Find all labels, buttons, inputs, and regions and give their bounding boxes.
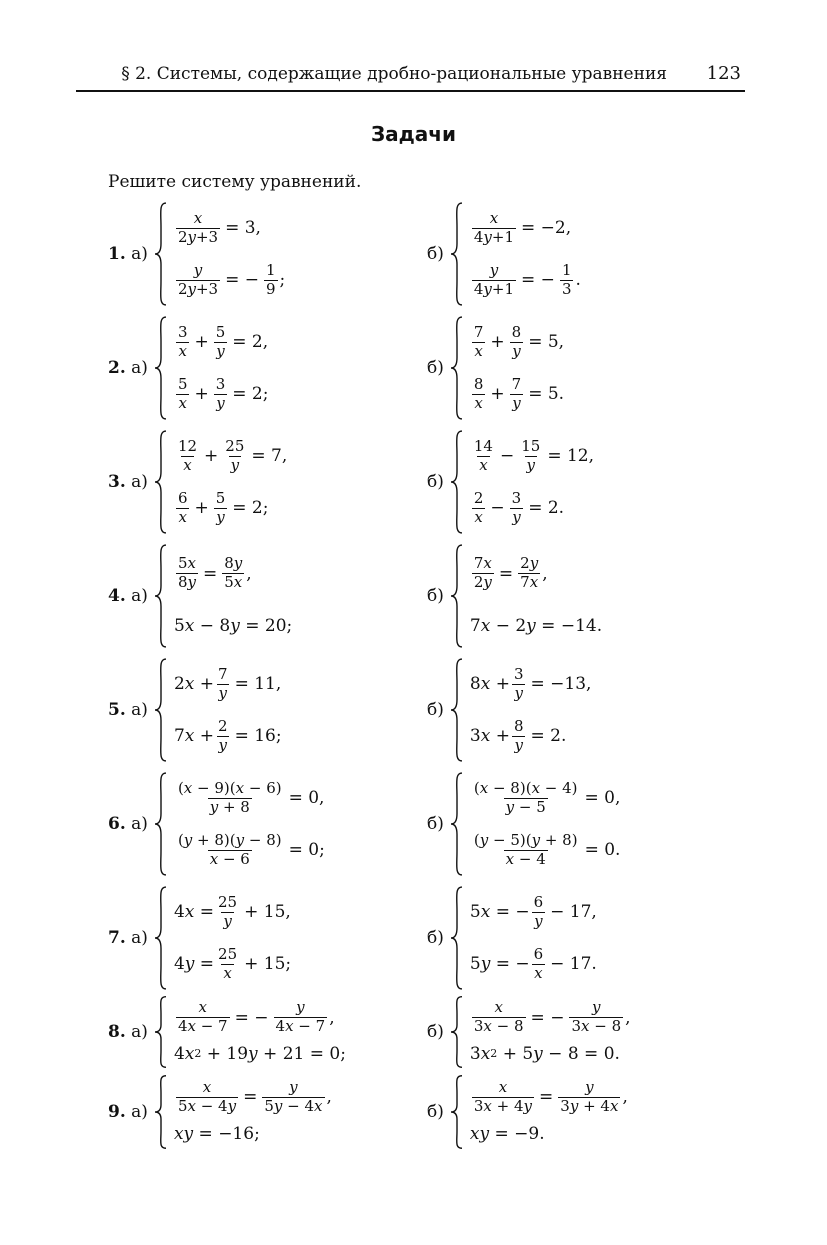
equation: $\frac{5x}{8y}$ = $\frac{8y}{5x}$ , bbox=[177, 554, 252, 592]
problem-number: 2. bbox=[108, 358, 126, 378]
equation: 4x 2 + 19y + 21 = 0; bbox=[173, 1043, 346, 1064]
brace-icon bbox=[154, 316, 168, 420]
equation: $\frac{(x - 9)(x - 6)}{y + 8}$ = 0, bbox=[177, 778, 325, 816]
equation: 7x − 2y = −14. bbox=[469, 615, 603, 636]
part-label: б) bbox=[427, 244, 444, 264]
problem-5a bbox=[108, 658, 285, 762]
problem-7b bbox=[427, 886, 600, 990]
brace-icon bbox=[154, 202, 168, 306]
problem-3a bbox=[108, 430, 290, 534]
part-label: б) bbox=[427, 700, 444, 720]
problem-8b bbox=[427, 996, 631, 1068]
section-title: Задачи bbox=[370, 122, 457, 146]
part-label: а) bbox=[131, 358, 148, 378]
problem-number: 4. bbox=[108, 586, 126, 606]
brace-icon bbox=[154, 886, 168, 990]
part-label: а) bbox=[131, 1102, 148, 1122]
problem-4a bbox=[108, 544, 292, 648]
problem-9b bbox=[427, 1075, 628, 1149]
part-label: а) bbox=[131, 586, 148, 606]
equation: $\frac{x}{4x - 7}$ = − $\frac{y}{4x - 7}$ , bbox=[177, 998, 335, 1036]
brace-icon bbox=[154, 1075, 168, 1149]
running-title: § 2. Системы, содержащие дробно-рациональные уравнения bbox=[121, 64, 667, 84]
page-number: 123 bbox=[706, 63, 741, 84]
part-label: б) bbox=[427, 814, 444, 834]
part-label: а) bbox=[131, 244, 148, 264]
equation: $\frac{8}{x}$ + $\frac{7}{y}$ = 5. bbox=[473, 374, 565, 412]
equation: $\frac{(y - 5)(y + 8)}{x - 4}$ = 0. bbox=[473, 830, 621, 868]
problem-number: 8. bbox=[108, 1022, 126, 1042]
equation: $\frac{12}{x}$ + $\frac{25}{y}$ = 7, bbox=[177, 436, 288, 474]
equation: 4x = $\frac{25}{y}$ + 15, bbox=[173, 892, 291, 930]
brace-icon bbox=[450, 544, 464, 648]
equation: $\frac{y}{4y+1}$ = − $\frac{1}{3}$ . bbox=[473, 260, 581, 298]
equation: $\frac{2}{x}$ − $\frac{3}{y}$ = 2. bbox=[473, 488, 565, 526]
part-label: а) bbox=[131, 700, 148, 720]
part-label: б) bbox=[427, 1102, 444, 1122]
equation: 8x + $\frac{3}{y}$ = −13, bbox=[469, 664, 592, 702]
problem-6b bbox=[427, 772, 623, 876]
part-label: б) bbox=[427, 472, 444, 492]
equation: $\frac{(y + 8)(y - 8)}{x - 6}$ = 0; bbox=[177, 830, 325, 868]
equation: 7x + $\frac{2}{y}$ = 16; bbox=[173, 716, 282, 754]
brace-icon bbox=[154, 658, 168, 762]
equation: $\frac{3}{x}$ + $\frac{5}{y}$ = 2, bbox=[177, 322, 269, 360]
part-label: б) bbox=[427, 586, 444, 606]
part-label: б) bbox=[427, 358, 444, 378]
problem-2a bbox=[108, 316, 271, 420]
problem-number: 5. bbox=[108, 700, 126, 720]
equation: $\frac{7x}{2y}$ = $\frac{2y}{7x}$ , bbox=[473, 554, 548, 592]
brace-icon bbox=[154, 544, 168, 648]
problem-number: 9. bbox=[108, 1102, 126, 1122]
equation: $\frac{x}{5x - 4y}$ = $\frac{y}{5y - 4x}$ , bbox=[177, 1077, 332, 1115]
part-label: а) bbox=[131, 814, 148, 834]
brace-icon bbox=[450, 886, 464, 990]
equation: 3x + $\frac{8}{y}$ = 2. bbox=[469, 716, 567, 754]
page-header bbox=[76, 62, 745, 92]
brace-icon bbox=[450, 202, 464, 306]
equation: 5x = − $\frac{6}{y}$ − 17, bbox=[469, 892, 597, 930]
problem-number: 3. bbox=[108, 472, 126, 492]
equation: $\frac{y}{2y+3}$ = − $\frac{1}{9}$ ; bbox=[177, 260, 286, 298]
equation: $\frac{x}{3x + 4y}$ = $\frac{y}{3y + 4x}$ , bbox=[473, 1077, 628, 1115]
problem-7a bbox=[108, 886, 294, 990]
problem-5b bbox=[427, 658, 594, 762]
equation: 5y = − $\frac{6}{x}$ − 17. bbox=[469, 944, 597, 982]
brace-icon bbox=[450, 316, 464, 420]
equation: $\frac{7}{x}$ + $\frac{8}{y}$ = 5, bbox=[473, 322, 565, 360]
equation: xy = −16; bbox=[173, 1124, 260, 1145]
equation: 5x − 8y = 20; bbox=[173, 615, 293, 636]
problem-1a bbox=[108, 202, 285, 306]
equation: $\frac{14}{x}$ − $\frac{15}{y}$ = 12, bbox=[473, 436, 594, 474]
brace-icon bbox=[154, 996, 168, 1068]
equation: 2x + $\frac{7}{y}$ = 11, bbox=[173, 664, 282, 702]
equation: $\frac{x}{4y+1}$ = −2, bbox=[473, 208, 572, 246]
problem-6a bbox=[108, 772, 328, 876]
brace-icon bbox=[450, 996, 464, 1068]
equation: $\frac{6}{x}$ + $\frac{5}{y}$ = 2; bbox=[177, 488, 269, 526]
brace-icon bbox=[450, 1075, 464, 1149]
equation: $\frac{x}{2y+3}$ = 3, bbox=[177, 208, 261, 246]
equation: $\frac{(x - 8)(x - 4)}{y - 5}$ = 0, bbox=[473, 778, 621, 816]
brace-icon bbox=[450, 658, 464, 762]
problem-4b bbox=[427, 544, 602, 648]
problem-number: 1. bbox=[108, 244, 126, 264]
part-label: а) bbox=[131, 472, 148, 492]
equation: $\frac{x}{3x - 8}$ = − $\frac{y}{3x - 8}$ , bbox=[473, 998, 631, 1036]
problem-2b bbox=[427, 316, 567, 420]
part-label: а) bbox=[131, 1022, 148, 1042]
equation: 4y = $\frac{25}{x}$ + 15; bbox=[173, 944, 292, 982]
brace-icon bbox=[450, 772, 464, 876]
part-label: а) bbox=[131, 928, 148, 948]
brace-icon bbox=[154, 772, 168, 876]
problem-8a bbox=[108, 996, 346, 1068]
problem-number: 7. bbox=[108, 928, 126, 948]
brace-icon bbox=[450, 430, 464, 534]
part-label: б) bbox=[427, 1022, 444, 1042]
problem-3b bbox=[427, 430, 597, 534]
problem-1b bbox=[427, 202, 581, 306]
equation: xy = −9. bbox=[469, 1124, 545, 1145]
problem-number: 6. bbox=[108, 814, 126, 834]
problem-9a bbox=[108, 1075, 332, 1149]
part-label: б) bbox=[427, 928, 444, 948]
equation: $\frac{5}{x}$ + $\frac{3}{y}$ = 2; bbox=[177, 374, 269, 412]
equation: 3x 2 + 5y − 8 = 0. bbox=[469, 1043, 620, 1064]
intro-text: Решите систему уравнений. bbox=[108, 172, 362, 192]
brace-icon bbox=[154, 430, 168, 534]
